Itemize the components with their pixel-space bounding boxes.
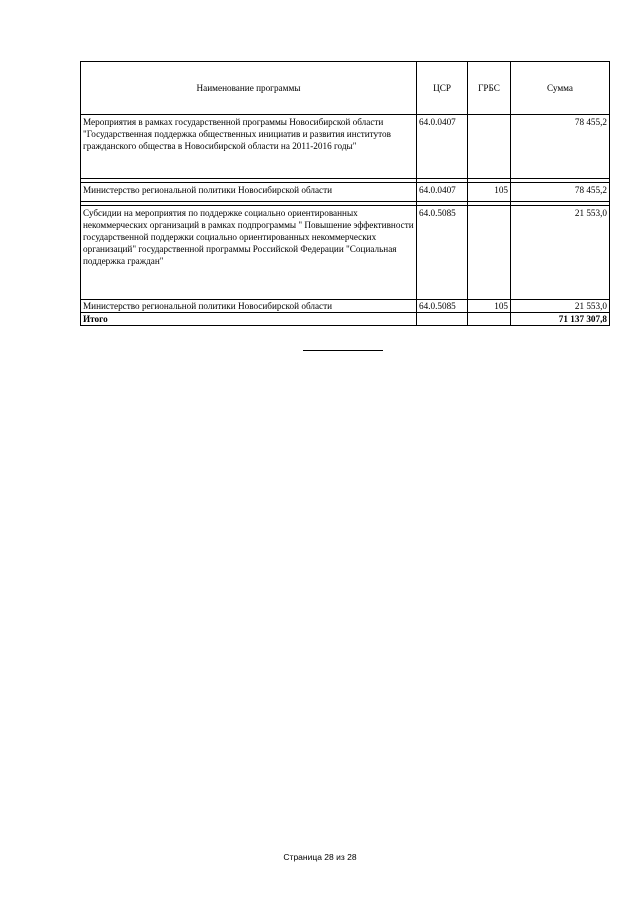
- total-csr-empty: [417, 313, 468, 326]
- table-row: [81, 183, 610, 202]
- page-footer: [0, 852, 640, 862]
- cell-program-name: Субсидии на мероприятия по поддержке социально ориентированных некоммерческих организаций в рамках подпрограммы " Повышение эффективности государственной поддержки социально ориентированных некоммерческих организаций" государственной программы Российской Федерации "Социальная поддержка граждан": [81, 206, 417, 300]
- cell-grbs: [468, 115, 511, 179]
- table-row: [81, 115, 610, 179]
- cell-sum: 78 455,2: [511, 183, 610, 202]
- cell-program-name: Мероприятия в рамках государственной программы Новосибирской области "Государственная поддержка общественных инициатив и развития институтов гражданского общества в Новосибирской области на 2011-2016 годы": [81, 115, 417, 179]
- cell-program-name: Министерство региональной политики Новосибирской области: [81, 183, 417, 202]
- header-program-name: Наименование программы: [81, 62, 417, 115]
- cell-grbs: 105: [468, 183, 511, 202]
- header-grbs: ГРБС: [468, 62, 511, 115]
- header-csr: ЦСР: [417, 62, 468, 115]
- cell-csr: 64.0.0407: [417, 183, 468, 202]
- table-row: [81, 300, 610, 313]
- table-header-row: [81, 62, 610, 115]
- cell-csr: 64.0.5085: [417, 206, 468, 300]
- cell-csr: 64.0.5085: [417, 300, 468, 313]
- cell-sum: 21 553,0: [511, 300, 610, 313]
- page-number-label: Страница 28 из 28: [283, 852, 357, 862]
- cell-grbs: [468, 206, 511, 300]
- total-sum: 71 137 307,8: [511, 313, 610, 326]
- cell-sum: 78 455,2: [511, 115, 610, 179]
- cell-grbs: 105: [468, 300, 511, 313]
- total-grbs-empty: [468, 313, 511, 326]
- end-separator-line: [303, 350, 383, 351]
- cell-sum: 21 553,0: [511, 206, 610, 300]
- table-row: [81, 206, 610, 300]
- budget-table: [80, 61, 610, 326]
- cell-csr: 64.0.0407: [417, 115, 468, 179]
- total-label: Итого: [81, 313, 417, 326]
- header-sum: Сумма: [511, 62, 610, 115]
- table-total-row: [81, 313, 610, 326]
- cell-program-name: Министерство региональной политики Новосибирской области: [81, 300, 417, 313]
